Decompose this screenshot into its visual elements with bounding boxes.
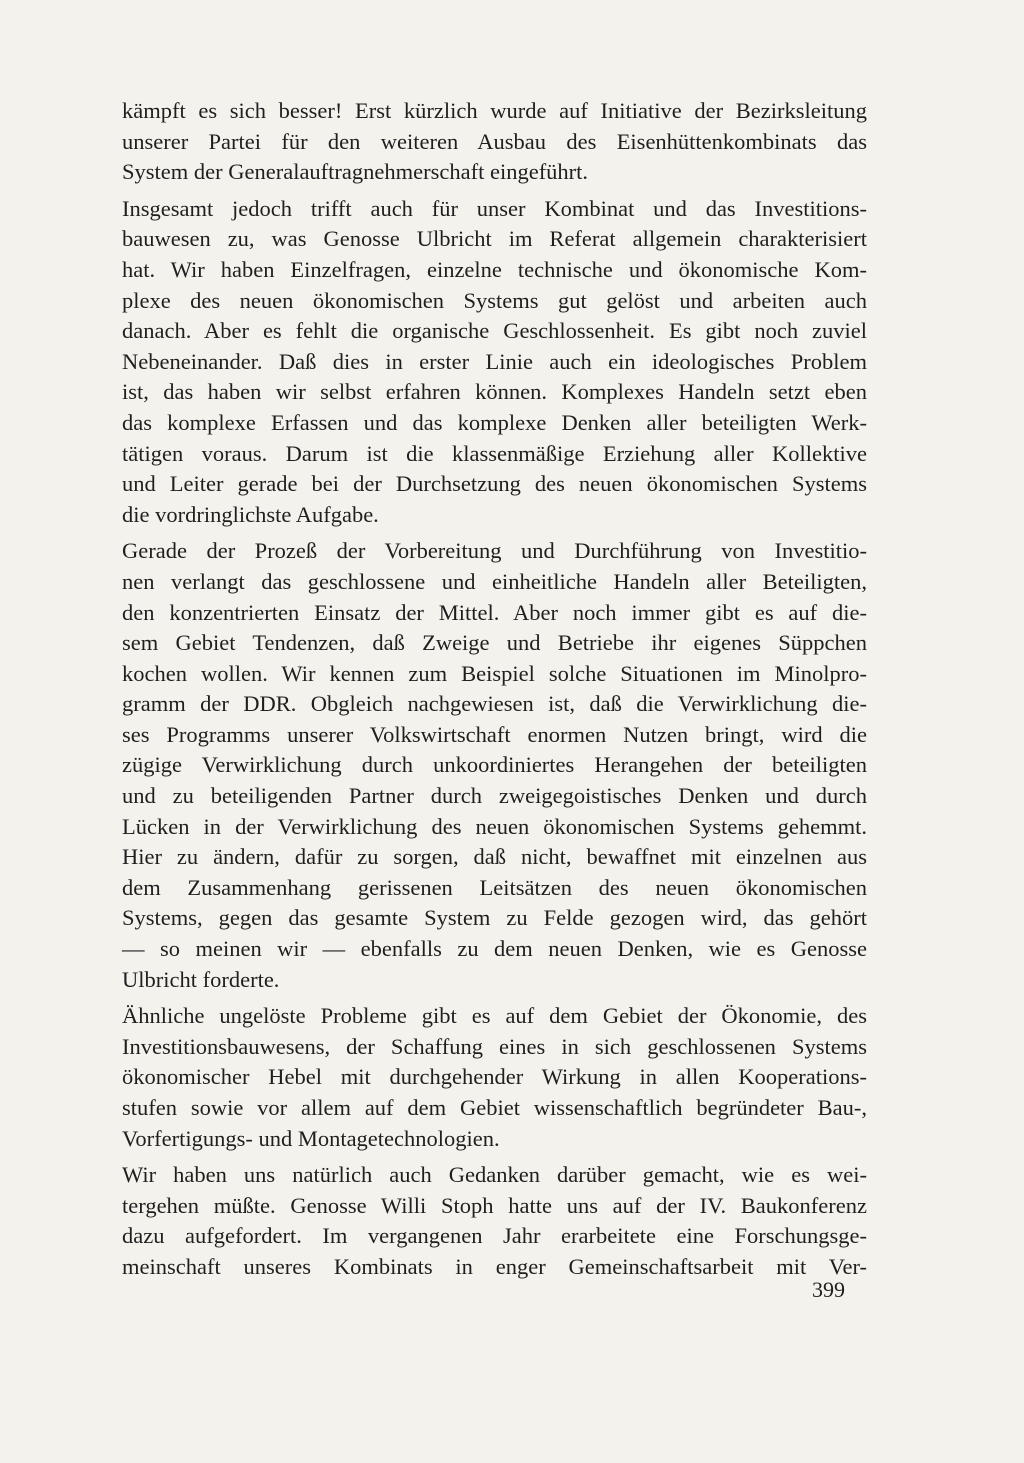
body-text: [122, 96, 867, 1289]
text-line: stufen sowie vor allem auf dem Gebiet wissenschaftlich begründeter Bau-,: [122, 1095, 867, 1120]
paragraph-5: [122, 1160, 867, 1282]
text-line: Vorfertigungs- und Montagetechnologien.: [122, 1125, 500, 1151]
text-line: ist, das haben wir selbst erfahren können. Komplexes Handeln setzt eben: [122, 379, 867, 405]
text-line: Gerade der Prozeß der Vorbereitung und Durchführung von Investitio-: [122, 538, 867, 564]
text-line: Ähnliche ungelöste Probleme gibt es auf dem Gebiet der Ökonomie, des: [122, 1003, 867, 1029]
text-line: bauwesen zu, was Genosse Ulbricht im Referat allgemein charakterisiert: [122, 226, 867, 252]
text-line: meinschaft unseres Kombinats in enger Gemeinschaftsarbeit mit Ver-: [122, 1253, 867, 1279]
text-line: ses Programms unserer Volkswirtschaft enormen Nutzen bringt, wird die: [122, 721, 867, 747]
text-line: dem Zusammenhang gerissenen Leitsätzen des neuen ökonomischen: [122, 874, 867, 900]
paragraph-3: [122, 536, 867, 995]
text-line: hat. Wir haben Einzelfragen, einzelne technische und ökonomische Kom-: [122, 256, 867, 282]
paragraph-4: [122, 1001, 867, 1154]
text-line: Ulbricht forderte.: [122, 966, 280, 992]
text-line: plexe des neuen ökonomischen Systems gut gelöst und arbeiten auch: [122, 287, 867, 313]
text-line: Wir haben uns natürlich auch Gedanken darüber gemacht, wie es wei-: [122, 1162, 867, 1188]
text-line: danach. Aber es fehlt die organische Geschlossenheit. Es gibt noch zuviel: [122, 318, 867, 344]
text-line: gramm der DDR. Obgleich nachgewiesen ist, daß die Verwirklichung die-: [122, 691, 867, 717]
text-line: zügige Verwirklichung durch unkoordiniertes Herangehen der beteiligten: [122, 752, 867, 778]
text-line: das komplexe Erfassen und das komplexe Denken aller beteiligten Werk-: [122, 409, 867, 435]
text-line: und Leiter gerade bei der Durchsetzung des neuen ökonomischen Systems: [122, 471, 867, 497]
text-line: System der Generalauftragnehmerschaft eingeführt.: [122, 159, 589, 185]
text-line: kämpft es sich besser! Erst kürzlich wurde auf Initiative der Bezirksleitung: [122, 98, 867, 123]
page-number: 399: [812, 1277, 845, 1302]
text-line: Hier zu ändern, dafür zu sorgen, daß nicht, bewaffnet mit einzelnen aus: [122, 844, 867, 870]
text-line: unserer Partei für den weiteren Ausbau des Eisenhüttenkombinats das: [122, 128, 867, 154]
text-line: — so meinen wir — ebenfalls zu dem neuen Denken, wie es Genosse: [122, 936, 867, 962]
text-line: Investitionsbauwesens, der Schaffung eines in sich geschlossenen Systems: [122, 1033, 867, 1059]
text-line: Lücken in der Verwirklichung des neuen ökonomischen Systems gehemmt.: [122, 813, 867, 839]
text-line: kochen wollen. Wir kennen zum Beispiel solche Situationen im Minolpro-: [122, 660, 867, 686]
text-line: sem Gebiet Tendenzen, daß Zweige und Betriebe ihr eigenes Süppchen: [122, 630, 867, 656]
text-line: die vordringlichste Aufgabe.: [122, 501, 379, 527]
text-line: den konzentrierten Einsatz der Mittel. Aber noch immer gibt es auf die-: [122, 599, 867, 625]
text-line: tergehen müßte. Genosse Willi Stoph hatte uns auf der IV. Baukonferenz: [122, 1192, 867, 1218]
text-line: und zu beteiligenden Partner durch zweigegoistisches Denken und durch: [122, 783, 867, 809]
text-line: nen verlangt das geschlossene und einheitliche Handeln aller Beteiligten,: [122, 568, 867, 594]
text-line: ökonomischer Hebel mit durchgehender Wirkung in allen Kooperations-: [122, 1064, 867, 1090]
text-line: Systems, gegen das gesamte System zu Felde gezogen wird, das gehört: [122, 905, 867, 931]
text-line: Nebeneinander. Daß dies in erster Linie auch ein ideologisches Problem: [122, 348, 867, 374]
text-line: tätigen voraus. Darum ist die klassenmäßige Erziehung aller Kollektive: [122, 440, 867, 466]
paragraph-1: [122, 96, 867, 188]
text-line: Insgesamt jedoch trifft auch für unser Kombinat und das Investitions-: [122, 195, 867, 221]
paragraph-2: [122, 194, 867, 531]
text-line: dazu aufgefordert. Im vergangenen Jahr erarbeitete eine Forschungsge-: [122, 1223, 867, 1249]
